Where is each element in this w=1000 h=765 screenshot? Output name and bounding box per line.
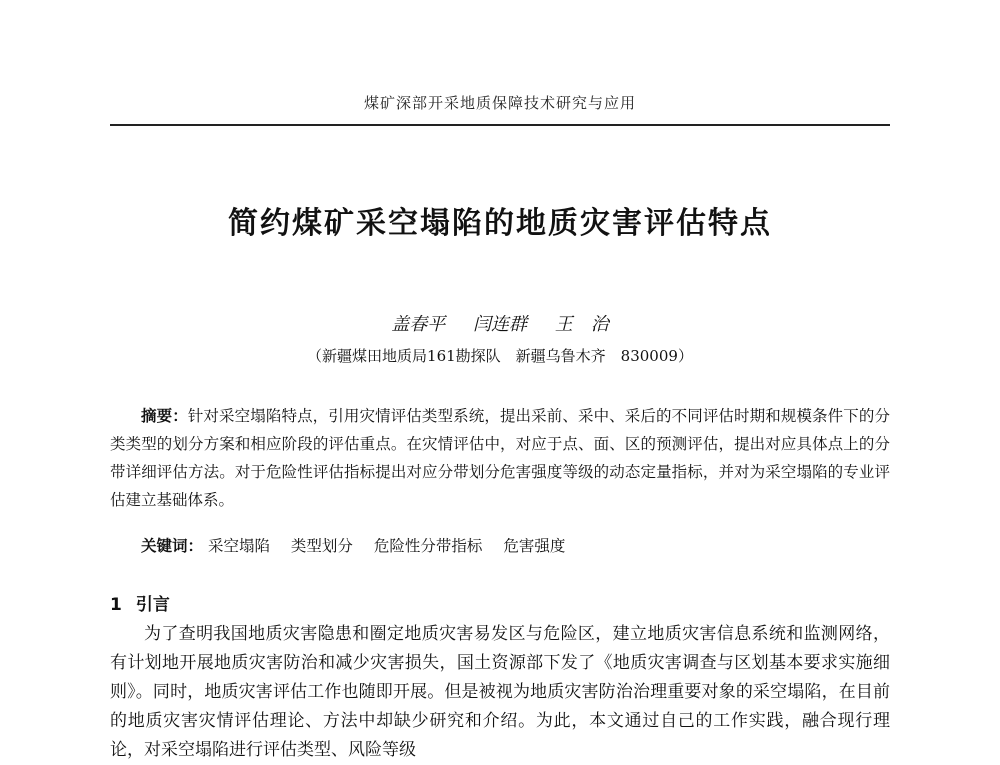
section-number: 1 [110, 595, 122, 615]
abstract-text: 针对采空塌陷特点，引用灾情评估类型系统，提出采前、采中、采后的不同评估时期和规模条件下的分类类型的划分方案和相应阶段的评估重点。在灾情评估中，对应于点、面、区的预测评估，提出对应具体点上的分带详细评估方法。对于危险性评估指标提出对应分带划分危害强度等级的动态定量指标，并对为采空塌陷的专业评估建立基础体系。 [110, 407, 890, 509]
keyword: 采空塌陷 [207, 537, 270, 555]
section-heading [110, 590, 890, 615]
author: 闫连群 [473, 314, 527, 335]
affiliation: （新疆煤田地质局161勘探队 新疆乌鲁木齐 830009） [307, 347, 693, 365]
header-rule [110, 124, 890, 126]
author: 王 治 [554, 314, 609, 335]
keywords-label: 关键词： [141, 537, 204, 555]
keyword: 危害强度 [503, 537, 566, 555]
section-title: 引言 [135, 595, 170, 615]
author-list [110, 310, 890, 336]
paper-title: 简约煤矿采空塌陷的地质灾害评估特点 [228, 206, 772, 241]
abstract-label: 摘要： [141, 407, 188, 425]
running-header: 煤矿深部开采地质保障技术研究与应用 [363, 94, 636, 112]
abstract [110, 402, 890, 514]
author: 盖春平 [391, 314, 446, 335]
keyword: 类型划分 [290, 537, 353, 555]
keyword: 危险性分带指标 [373, 537, 483, 555]
keywords [110, 532, 890, 560]
body-paragraph: 为了查明我国地质灾害隐患和圈定地质灾害易发区与危险区，建立地质灾害信息系统和监测网络，有计划地开展地质灾害防治和减少灾害损失，国土资源部下发了《地质灾害调查与区划基本要求实施细则》。同时，地质灾害评估工作也随即开展。但是被视为地质灾害防治治理重要对象的采空塌陷，在目前的地质灾害灾情评估理论、方法中却缺少研究和介绍。为此，本文通过自己的工作实践，融合现行理论，对采空塌陷进行评估类型、风险等级 [110, 624, 890, 760]
